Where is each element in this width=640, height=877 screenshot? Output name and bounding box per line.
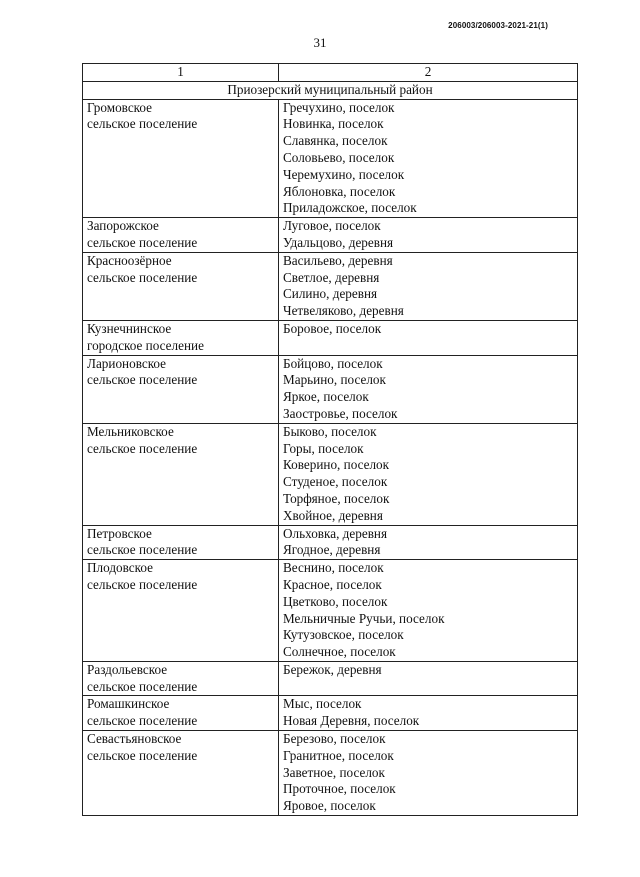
place-name: Яровое, поселок <box>283 798 376 814</box>
page-number: 31 <box>313 35 327 50</box>
column-header-row <box>83 64 578 82</box>
place-name: Солнечное, поселок <box>283 644 396 660</box>
region-row <box>83 81 578 99</box>
settlement-cell <box>83 320 279 355</box>
places-cell <box>279 696 578 731</box>
places-cell <box>279 218 578 253</box>
table-row <box>83 696 578 731</box>
document-code: 206003/206003-2021-21(1) <box>448 21 548 30</box>
settlement-name-line: городское поселение <box>87 337 204 353</box>
place-name: Черемухино, поселок <box>283 166 405 182</box>
settlement-name-line: сельское поселение <box>87 576 198 592</box>
settlement-cell <box>83 99 279 218</box>
place-name: Славянка, поселок <box>283 133 388 149</box>
place-name: Заостровье, поселок <box>283 405 398 421</box>
places-cell <box>279 731 578 816</box>
places-cell <box>279 252 578 320</box>
table-row <box>83 252 578 320</box>
table-row <box>83 560 578 662</box>
table-row <box>83 355 578 423</box>
place-name: Приладожское, поселок <box>283 200 417 216</box>
settlement-cell <box>83 355 279 423</box>
place-name: Ягодное, деревня <box>283 542 381 558</box>
place-name: Горы, поселок <box>283 440 364 456</box>
place-name: Бережок, деревня <box>283 661 382 677</box>
settlement-name-line: сельское поселение <box>87 678 198 694</box>
settlement-name-line: сельское поселение <box>87 269 198 285</box>
place-name: Торфяное, поселок <box>283 490 390 506</box>
place-name: Коверино, поселок <box>283 457 390 473</box>
place-name: Удальцово, деревня <box>283 234 394 250</box>
place-name: Заветное, поселок <box>283 764 385 780</box>
table-row <box>83 423 578 525</box>
place-name: Кутузовское, поселок <box>283 627 404 643</box>
table-row <box>83 661 578 696</box>
table-row <box>83 320 578 355</box>
settlement-name-line: Красноозёрное <box>87 252 172 268</box>
place-name: Яблоновка, поселок <box>283 183 396 199</box>
settlement-cell <box>83 218 279 253</box>
table-row <box>83 99 578 218</box>
place-name: Боровое, поселок <box>283 320 382 336</box>
column-header-1: 1 <box>83 64 279 82</box>
place-name: Веснино, поселок <box>283 560 384 576</box>
settlement-cell <box>83 560 279 662</box>
place-name: Хвойное, деревня <box>283 507 383 523</box>
table-row <box>83 218 578 253</box>
settlement-cell <box>83 525 279 560</box>
settlement-name-line: Ларионовское <box>87 355 167 371</box>
settlement-name-line: Петровское <box>87 525 152 541</box>
settlement-name-line: сельское поселение <box>87 713 198 729</box>
settlement-name-line: сельское поселение <box>87 116 198 132</box>
settlement-name-line: Громовское <box>87 99 153 115</box>
places-cell <box>279 423 578 525</box>
place-name: Красное, поселок <box>283 576 382 592</box>
settlement-cell <box>83 731 279 816</box>
settlement-name-line: Мельниковское <box>87 423 174 439</box>
place-name: Новая Деревня, поселок <box>283 713 420 729</box>
settlement-name-line: Плодовское <box>87 560 153 576</box>
place-name: Гранитное, поселок <box>283 747 394 763</box>
place-name: Цветково, поселок <box>283 593 388 609</box>
settlement-name-line: Запорожское <box>87 218 159 234</box>
place-name: Студеное, поселок <box>283 474 388 490</box>
settlement-name-line: сельское поселение <box>87 747 198 763</box>
settlement-name-line: Ромашкинское <box>87 696 170 712</box>
places-cell <box>279 355 578 423</box>
place-name: Четвеляково, деревня <box>283 303 404 319</box>
column-header-2: 2 <box>279 64 578 82</box>
settlement-name-line: сельское поселение <box>87 372 198 388</box>
settlement-name-line: сельское поселение <box>87 440 198 456</box>
place-name: Березово, поселок <box>283 731 386 747</box>
place-name: Васильево, деревня <box>283 252 393 268</box>
place-name: Проточное, поселок <box>283 781 396 797</box>
region-title: Приозерский муниципальный район <box>83 81 578 99</box>
settlement-cell <box>83 252 279 320</box>
places-cell <box>279 560 578 662</box>
settlement-cell <box>83 696 279 731</box>
place-name: Мыс, поселок <box>283 696 362 712</box>
place-name: Быково, поселок <box>283 423 377 439</box>
place-name: Яркое, поселок <box>283 389 369 405</box>
place-name: Новинка, поселок <box>283 116 384 132</box>
place-name: Гречухино, поселок <box>283 99 395 115</box>
settlement-cell <box>83 423 279 525</box>
settlement-name-line: Раздольевское <box>87 661 168 677</box>
table-row <box>83 525 578 560</box>
settlement-name-line: сельское поселение <box>87 234 198 250</box>
places-cell <box>279 99 578 218</box>
settlement-name-line: Севастьяновское <box>87 731 182 747</box>
place-name: Мельничные Ручьи, поселок <box>283 610 445 626</box>
settlement-name-line: сельское поселение <box>87 542 198 558</box>
place-name: Луговое, поселок <box>283 218 381 234</box>
place-name: Бойцово, поселок <box>283 355 383 371</box>
places-cell <box>279 320 578 355</box>
settlement-cell <box>83 661 279 696</box>
table-row <box>83 731 578 816</box>
place-name: Соловьево, поселок <box>283 149 395 165</box>
settlements-table <box>82 63 578 816</box>
settlement-name-line: Кузнечнинское <box>87 320 172 336</box>
place-name: Ольховка, деревня <box>283 525 388 541</box>
place-name: Марьино, поселок <box>283 372 386 388</box>
places-cell <box>279 525 578 560</box>
place-name: Светлое, деревня <box>283 269 380 285</box>
place-name: Силино, деревня <box>283 286 378 302</box>
places-cell <box>279 661 578 696</box>
